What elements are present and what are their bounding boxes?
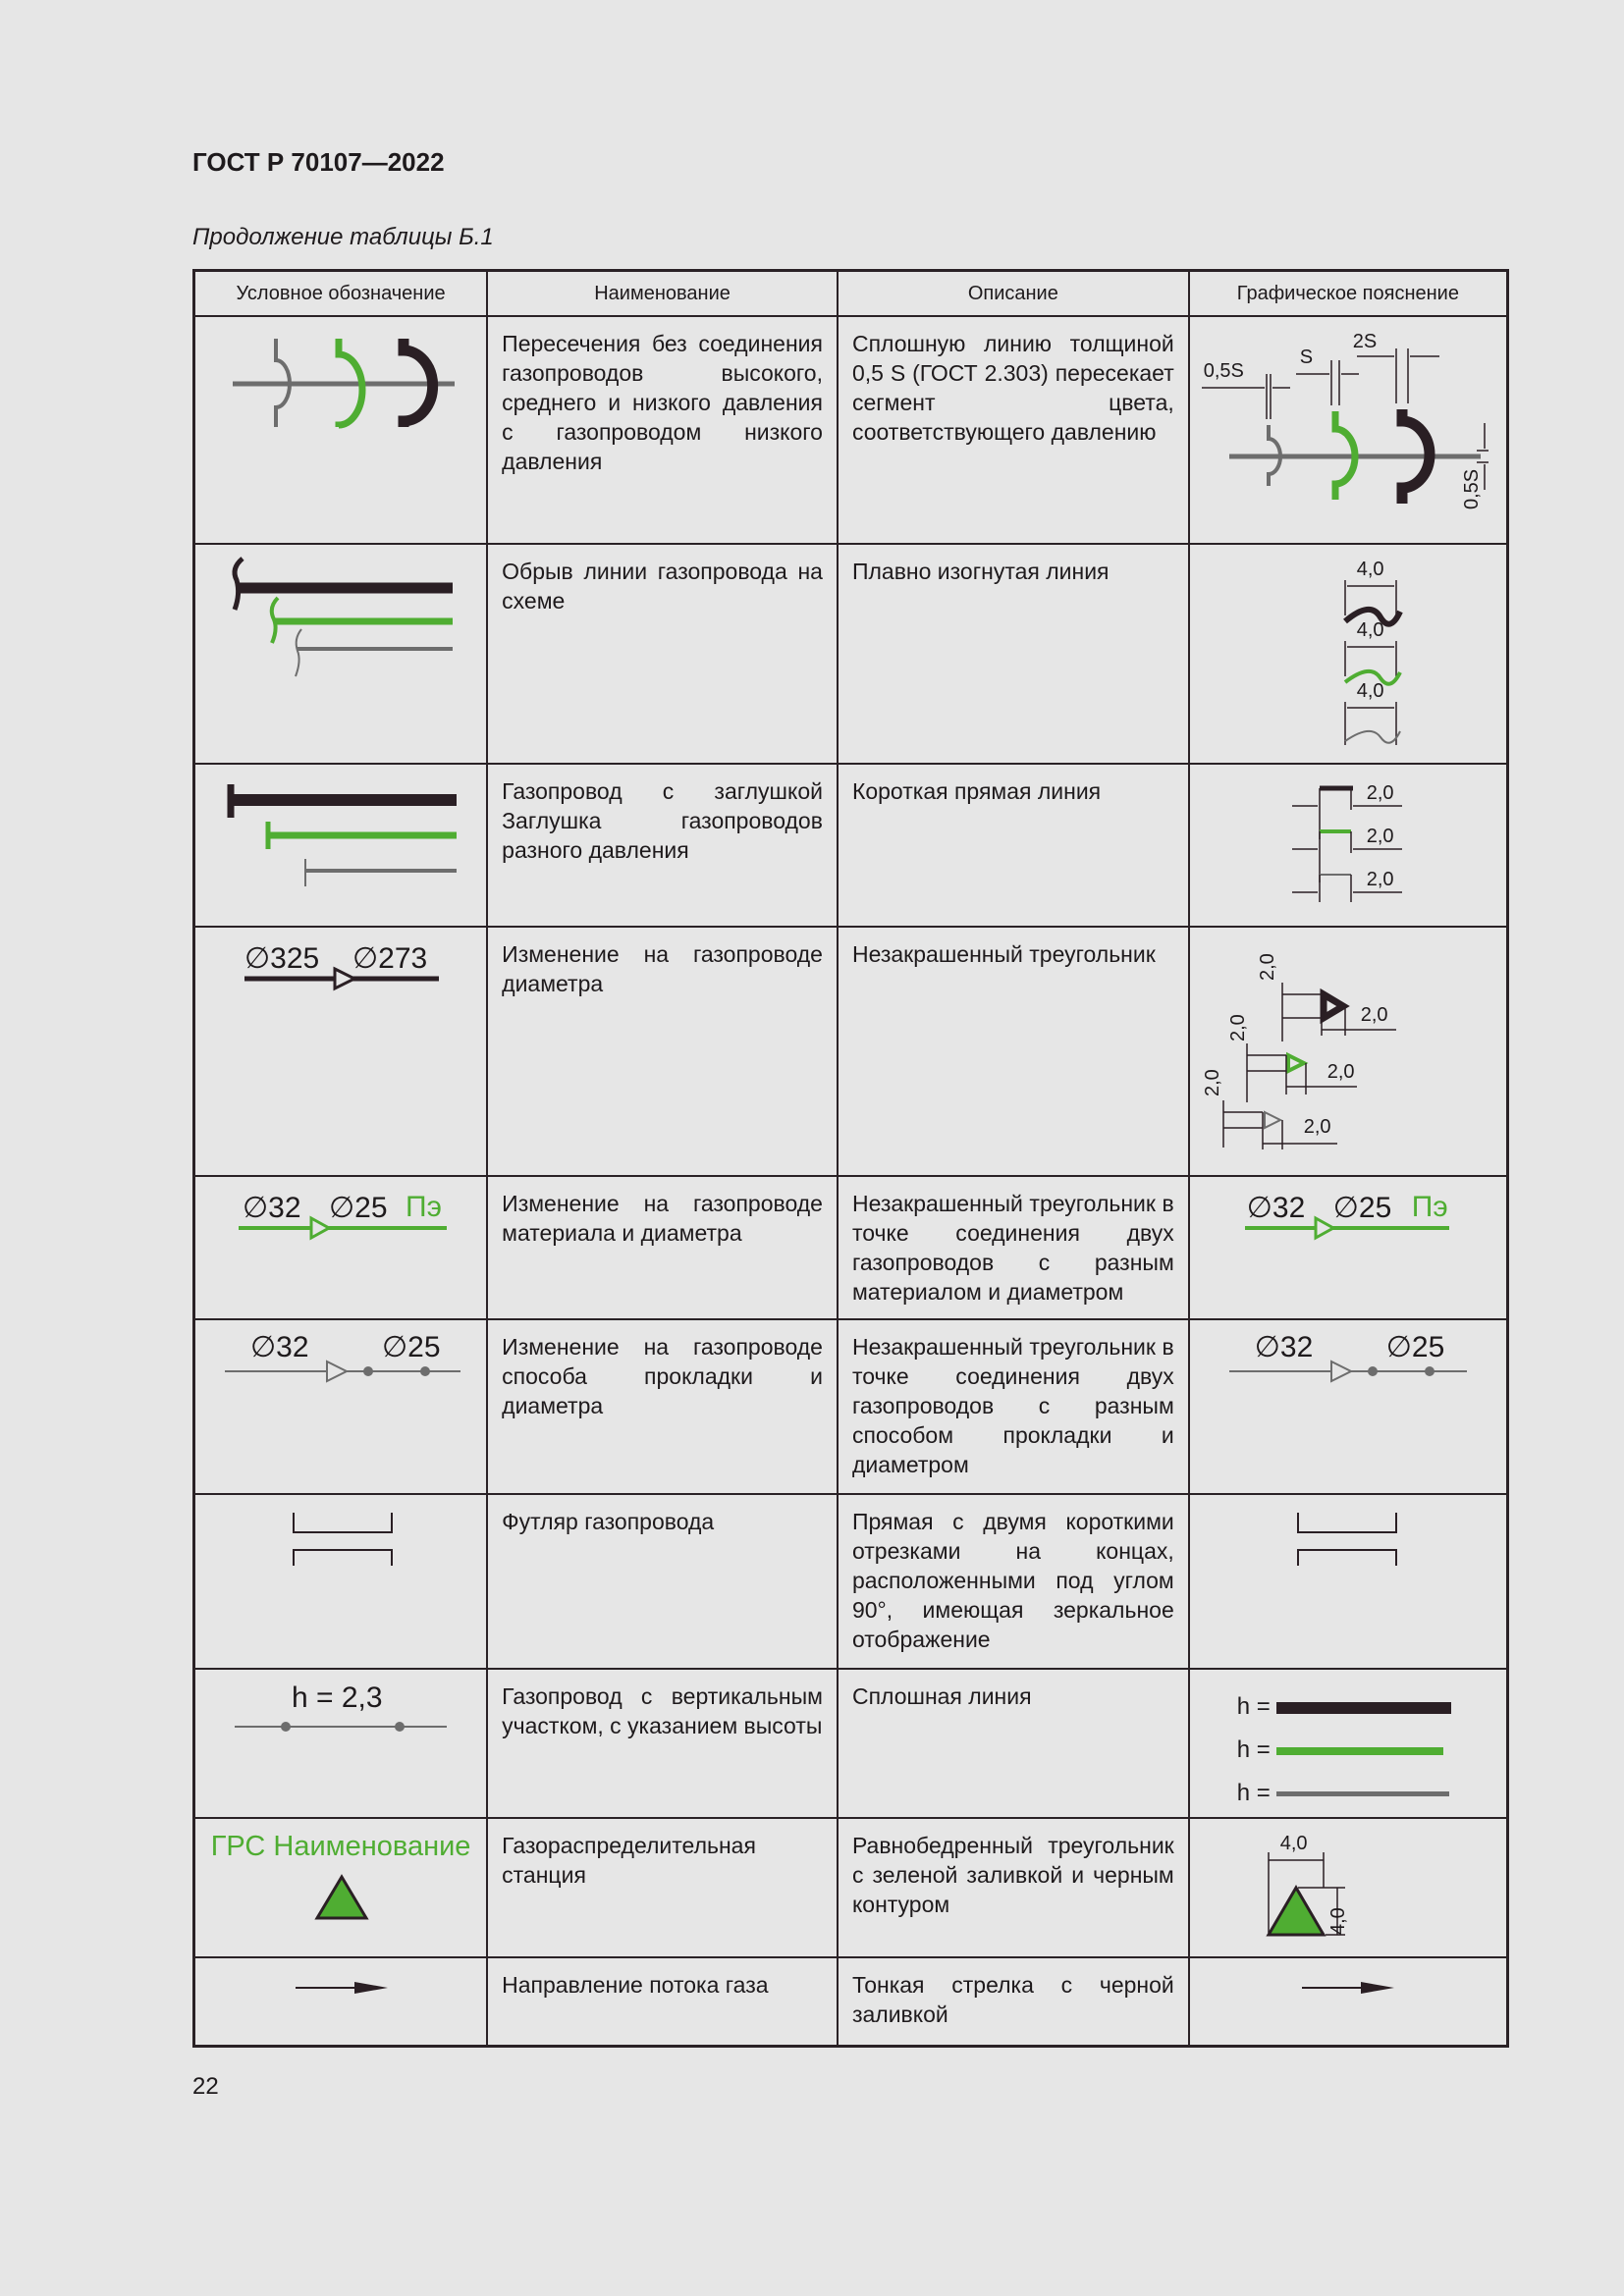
graphic-cell xyxy=(1189,1818,1508,1957)
row-description: Сплошная линия xyxy=(838,1669,1189,1818)
row-description: Незакрашенный треугольник в точке соединения двух газопроводов с разным материалом и диаметром xyxy=(838,1176,1189,1319)
row-name: Обрыв линии газопровода на схеме xyxy=(487,544,838,764)
table-row xyxy=(194,544,1508,764)
dim-label: 2,0 xyxy=(1366,826,1394,847)
row-name: Изменение на газопроводе диаметра xyxy=(487,927,838,1176)
symbol-cell xyxy=(194,927,488,1176)
row-description: Незакрашенный треугольник в точке соединения двух газопроводов с разным способом прокладки и диаметром xyxy=(838,1319,1189,1494)
table-row xyxy=(194,316,1508,544)
height-line-low: h = xyxy=(1237,1772,1506,1815)
diameter-label-left: ∅32 xyxy=(1246,1192,1306,1224)
graphic-cell xyxy=(1189,1957,1508,2047)
diameter-label-right: ∅25 xyxy=(1385,1331,1445,1363)
dim-label: 2,0 xyxy=(1326,1061,1355,1083)
diameter-change-symbol xyxy=(195,928,488,1175)
graphic-cell xyxy=(1189,316,1508,544)
symbol-cell xyxy=(194,1319,488,1494)
graphic-cell xyxy=(1189,1494,1508,1669)
dim-label: 4,0 xyxy=(1356,619,1384,641)
plug-dimension-drawing xyxy=(1190,765,1506,926)
row-description: Прямая с двумя короткими отрезками на концах, расположенными под углом 90°, имеющая зеркальное отображение xyxy=(838,1494,1189,1669)
plug-symbol xyxy=(195,765,488,926)
height-label: h = 2,3 xyxy=(292,1682,383,1714)
dim-label: 2,0 xyxy=(1226,1014,1249,1041)
graphic-cell xyxy=(1189,1176,1508,1319)
row-name: Газопровод с заглушкой Заглушка газопроводов разного давления xyxy=(487,764,838,927)
row-description: Короткая прямая линия xyxy=(838,764,1189,927)
dim-label: 2,0 xyxy=(1256,953,1278,981)
casing-symbol xyxy=(195,1495,488,1668)
row-name: Газопровод с вертикальным участком, с указанием высоты xyxy=(487,1669,838,1818)
height-line-high: h = xyxy=(1237,1685,1506,1729)
casing-graphic xyxy=(1190,1495,1506,1668)
dim-label: 2S xyxy=(1352,331,1378,352)
table-row xyxy=(194,1319,1508,1494)
graphic-cell xyxy=(1189,764,1508,927)
diameter-label-left: ∅32 xyxy=(1254,1331,1314,1363)
dim-label: 0,5S xyxy=(1460,468,1483,509)
dim-label: 4,0 xyxy=(1356,680,1384,702)
table-caption: Продолжение таблицы Б.1 xyxy=(192,224,494,250)
diameter-label-right: ∅273 xyxy=(352,942,428,975)
col-header-graphic: Графическое пояснение xyxy=(1189,271,1508,317)
diameter-label-left: ∅325 xyxy=(244,942,320,975)
row-description: Сплошную линию толщиной 0,5 S (ГОСТ 2.303) пересекает сегмент цвета, соответствующего давлению xyxy=(838,316,1189,544)
row-description: Незакрашенный треугольник xyxy=(838,927,1189,1176)
flow-arrow-icon xyxy=(195,1958,488,2045)
diameter-label-right: ∅25 xyxy=(1332,1192,1392,1224)
col-header-symbol: Условное обозначение xyxy=(194,271,488,317)
row-name: Футляр газопровода xyxy=(487,1494,838,1669)
table-header-row xyxy=(194,271,1508,317)
dim-label: 2,0 xyxy=(1303,1116,1331,1138)
symbol-cell xyxy=(194,1669,488,1818)
dim-label: 2,0 xyxy=(1366,782,1394,804)
dim-label: 2,0 xyxy=(1360,1004,1388,1026)
dim-label: S xyxy=(1299,347,1314,368)
graphic-cell xyxy=(1189,1669,1508,1818)
symbol-cell xyxy=(194,316,488,544)
diameter-label-left: ∅32 xyxy=(250,1331,309,1363)
height-line-medium: h = xyxy=(1237,1729,1506,1772)
row-description: Плавно изогнутая линия xyxy=(838,544,1189,764)
row-name: Изменение на газопроводе материала и диаметра xyxy=(487,1176,838,1319)
material-label: Пэ xyxy=(1411,1191,1448,1223)
laying-change-graphic xyxy=(1190,1320,1506,1493)
diameter-triangle-dimension-drawing xyxy=(1190,928,1506,1175)
row-name: Газораспределительная станция xyxy=(487,1818,838,1957)
laying-change-symbol xyxy=(195,1320,488,1493)
document-header: ГОСТ Р 70107—2022 xyxy=(192,147,445,177)
material-label: Пэ xyxy=(406,1191,442,1223)
row-name: Направление потока газа xyxy=(487,1957,838,2047)
dim-label: 2,0 xyxy=(1201,1069,1223,1096)
crossing-symbol xyxy=(195,317,488,543)
line-break-dimension-drawing xyxy=(1190,545,1506,763)
dim-label: 2,0 xyxy=(1366,869,1394,890)
graphic-cell xyxy=(1189,544,1508,764)
col-header-name: Наименование xyxy=(487,271,838,317)
table-row xyxy=(194,1176,1508,1319)
col-header-description: Описание xyxy=(838,271,1189,317)
symbol-cell xyxy=(194,1818,488,1957)
symbol-cell xyxy=(194,1957,488,2047)
diameter-label-right: ∅25 xyxy=(382,1331,441,1363)
table-row xyxy=(194,927,1508,1176)
flow-arrow-graphic xyxy=(1190,1958,1506,2045)
table-row xyxy=(194,1669,1508,1818)
row-description: Равнобедренный треугольник с зеленой заливкой и черным контуром xyxy=(838,1818,1189,1957)
dim-label: 4,0 xyxy=(1279,1833,1308,1854)
symbol-cell xyxy=(194,1494,488,1669)
station-label: ГРС Наименование xyxy=(210,1831,471,1862)
symbols-table xyxy=(192,269,1509,2048)
table-row xyxy=(194,1494,1508,1669)
row-description: Тонкая стрелка с черной заливкой xyxy=(838,1957,1189,2047)
diameter-label-right: ∅25 xyxy=(329,1192,388,1224)
graphic-cell xyxy=(1189,1319,1508,1494)
symbol-cell xyxy=(194,544,488,764)
graphic-cell xyxy=(1189,927,1508,1176)
page-number: 22 xyxy=(192,2073,219,2100)
symbol-cell xyxy=(194,764,488,927)
table-row xyxy=(194,764,1508,927)
material-change-graphic xyxy=(1190,1177,1506,1318)
dim-label: 0,5S xyxy=(1203,360,1244,382)
symbol-cell xyxy=(194,1176,488,1319)
station-dimension-drawing xyxy=(1190,1819,1506,1956)
row-name: Изменение на газопроводе способа прокладки и диаметра xyxy=(487,1319,838,1494)
table-row xyxy=(194,1818,1508,1957)
station-triangle-icon xyxy=(195,1863,488,1942)
diameter-label-left: ∅32 xyxy=(243,1192,301,1224)
crossing-dimension-drawing xyxy=(1190,317,1506,543)
row-name: Пересечения без соединения газопроводов высокого, среднего и низкого давления с газопроводом низкого давления xyxy=(487,316,838,544)
table-row xyxy=(194,1957,1508,2047)
line-break-symbol xyxy=(195,545,488,763)
dim-label: 4,0 xyxy=(1326,1907,1349,1935)
dim-label: 4,0 xyxy=(1356,559,1384,580)
